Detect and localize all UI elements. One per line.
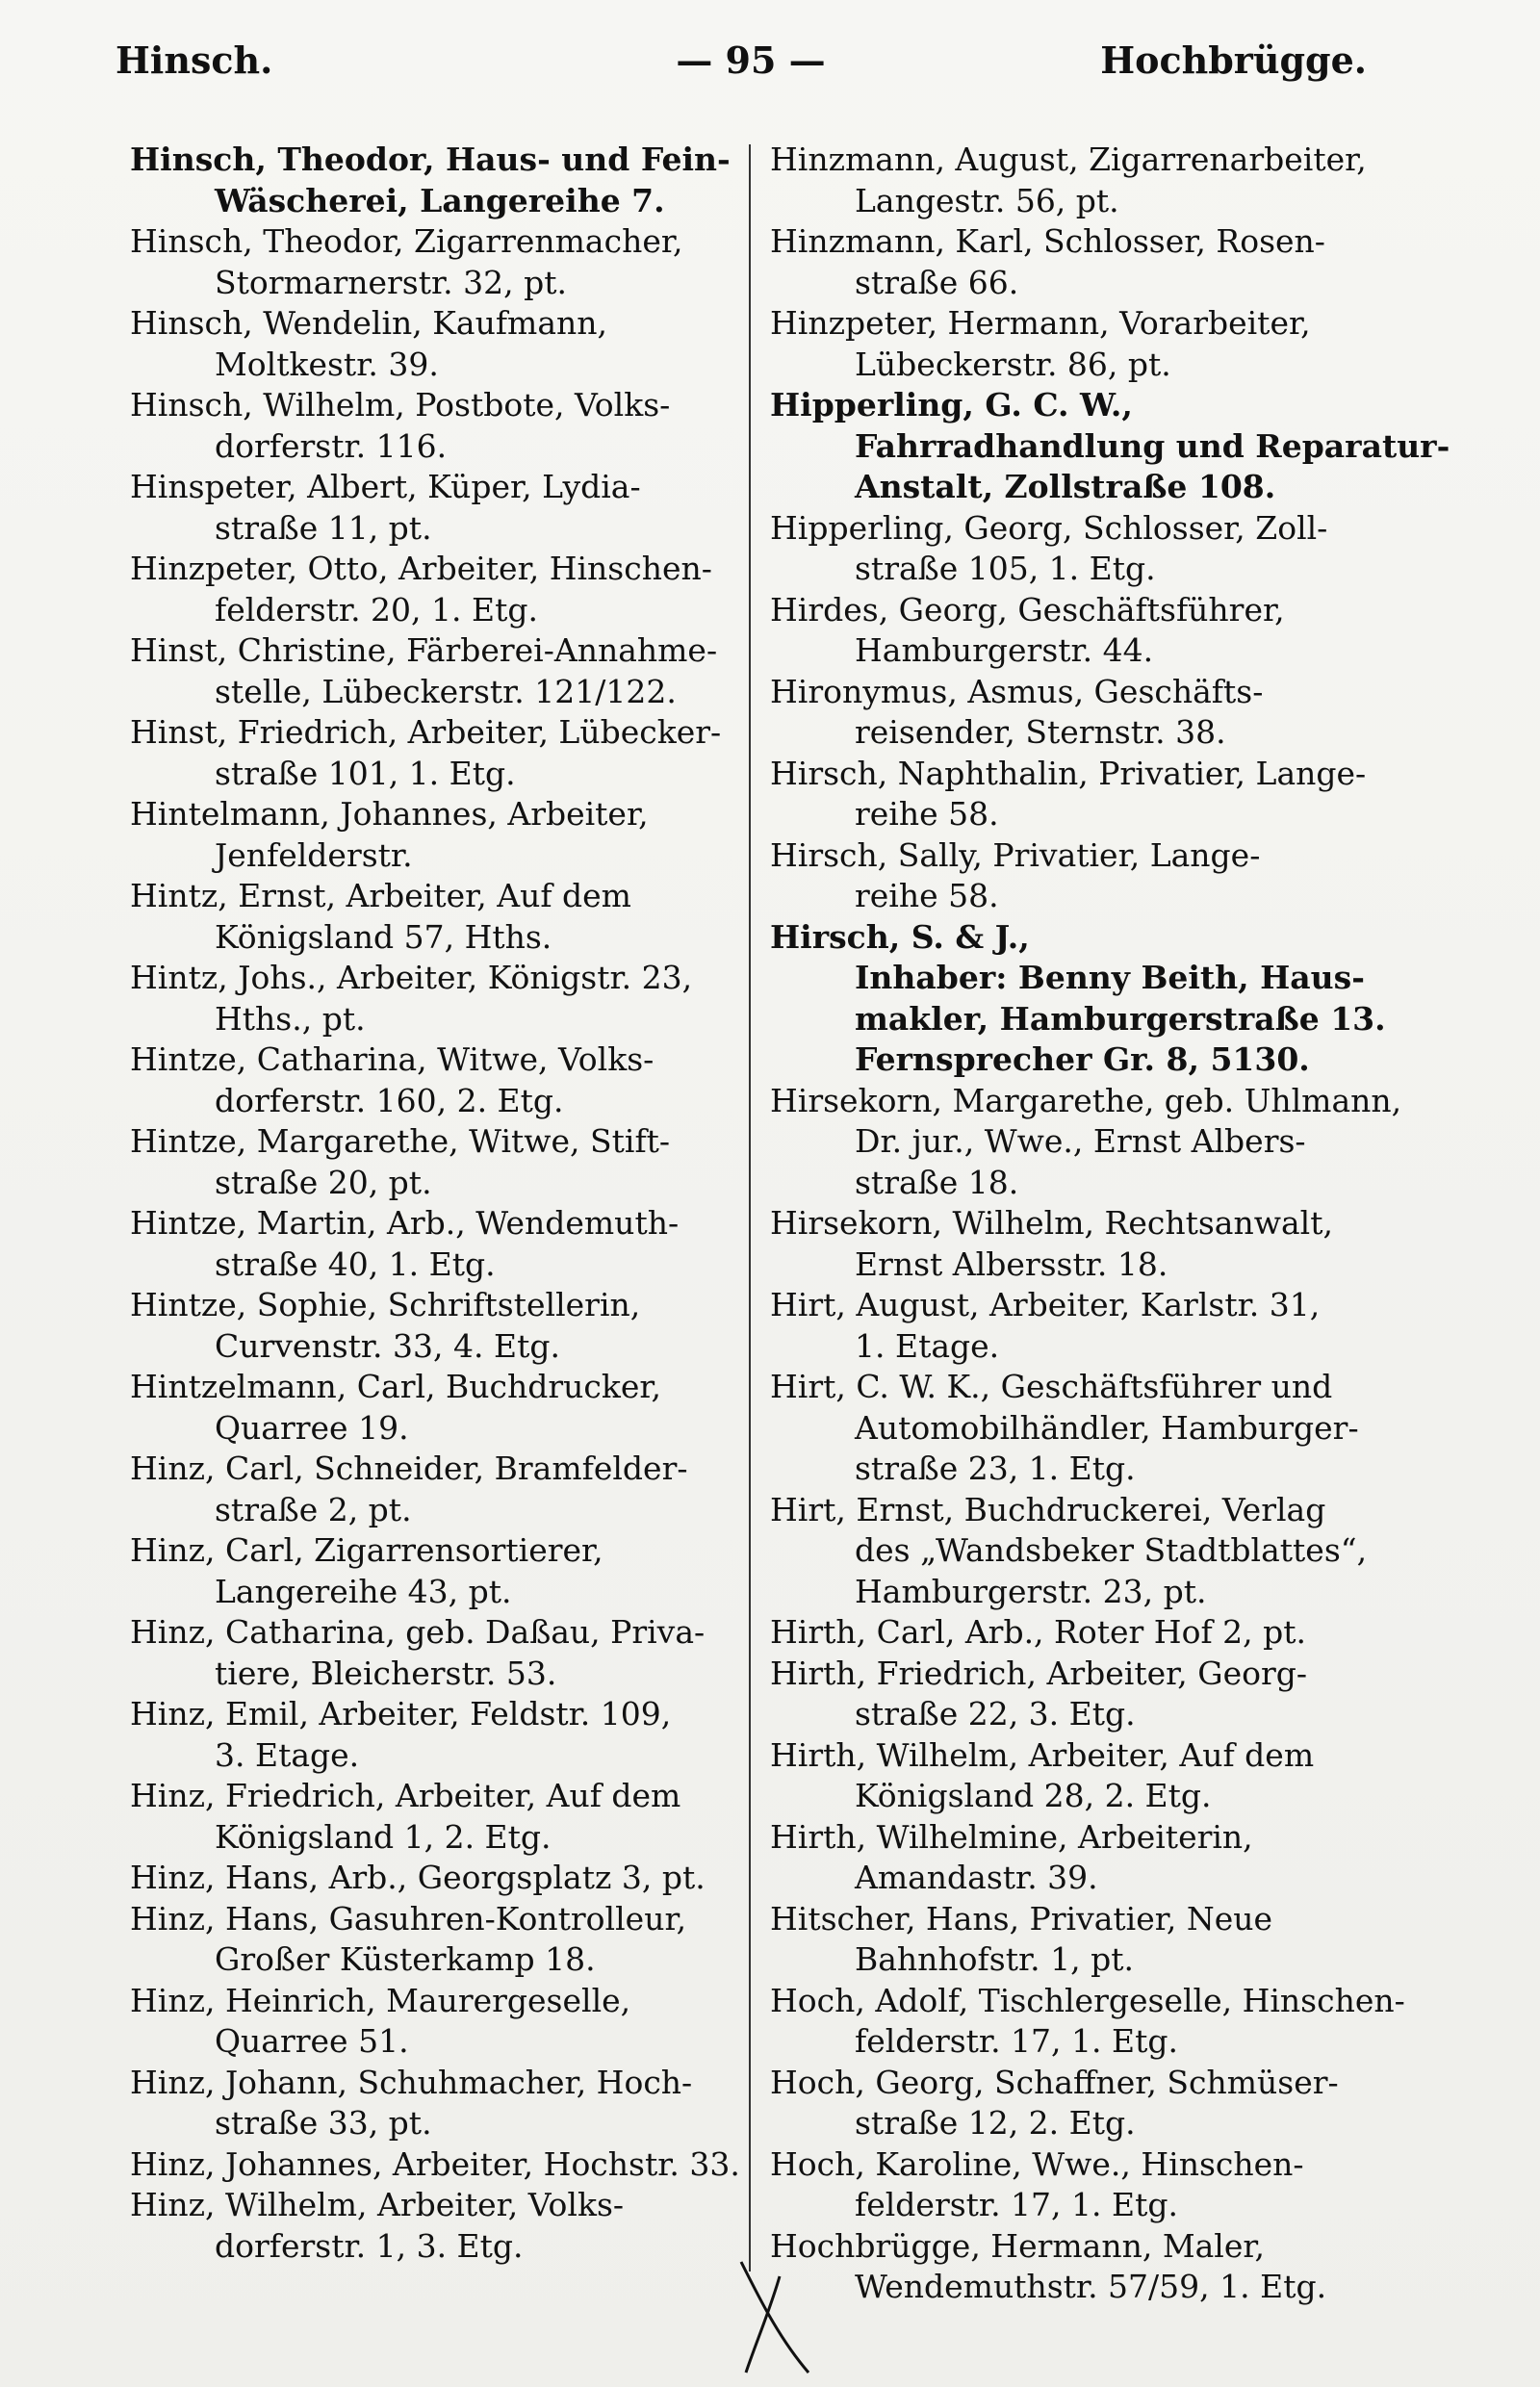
directory-entry — [770, 1654, 1386, 1735]
entry-name-line: Hirt, August, Arbeiter, Karlstr. 31, — [770, 1286, 1321, 1323]
directory-entry — [130, 467, 746, 549]
directory-entry — [130, 1899, 746, 1981]
entry-continuation-line: straße 2, pt. — [215, 1490, 412, 1528]
entry-continuation-line: makler, Hamburgerstraße 13. — [855, 999, 1386, 1038]
page-number: — 95 — — [676, 38, 826, 82]
entry-name-line: Hirdes, Georg, Geschäftsführer, — [770, 590, 1285, 629]
directory-entry — [130, 1530, 746, 1612]
entry-name-line: Hintze, Catharina, Witwe, Volks- — [130, 1040, 654, 1078]
directory-entry — [130, 630, 746, 712]
directory-entry — [130, 1121, 746, 1203]
entry-continuation-line: straße 11, pt. — [215, 508, 432, 547]
entry-name-line: Hironymus, Asmus, Geschäfts- — [770, 672, 1264, 710]
entry-continuation-line: tiere, Bleicherstr. 53. — [215, 1654, 557, 1692]
directory-entry — [770, 2063, 1386, 2144]
directory-entry — [130, 2144, 746, 2186]
directory-entry — [770, 1612, 1386, 1654]
entry-name-line: Hirsekorn, Wilhelm, Rechtsanwalt, — [770, 1204, 1333, 1242]
entry-name-line: Hinsch, Wilhelm, Postbote, Volks- — [130, 386, 671, 424]
entry-name-line: Hirth, Wilhelm, Arbeiter, Auf dem — [770, 1735, 1315, 1774]
directory-entry — [770, 1367, 1386, 1490]
directory-entry — [130, 549, 746, 630]
entry-name-line: Hinz, Carl, Schneider, Bramfelder- — [130, 1450, 688, 1487]
entry-continuation-line: felderstr. 17, 1. Etg. — [855, 2022, 1178, 2060]
directory-entry — [770, 835, 1386, 917]
entry-name-line: Hirt, Ernst, Buchdruckerei, Verlag — [770, 1490, 1326, 1528]
directory-entry — [130, 1981, 746, 2063]
entry-name-line: Hinsch, Theodor, Zigarrenmacher, — [130, 222, 683, 260]
directory-entry — [770, 508, 1386, 590]
left-column — [130, 140, 746, 2267]
directory-entry — [130, 794, 746, 876]
entry-continuation-line: straße 105, 1. Etg. — [855, 550, 1156, 587]
entry-name-line: Hochbrügge, Hermann, Maler, — [770, 2226, 1266, 2265]
directory-entry — [770, 303, 1386, 385]
entry-name-line: Hinzpeter, Otto, Arbeiter, Hinschen- — [130, 550, 712, 587]
entry-continuation-line: reihe 58. — [855, 795, 999, 833]
entry-continuation-line: Großer Küsterkamp 18. — [215, 1940, 596, 1978]
entry-name-line: Hintzelmann, Carl, Buchdrucker, — [130, 1368, 662, 1405]
directory-entry — [770, 2226, 1386, 2308]
entry-continuation-line: Königsland 28, 2. Etg. — [855, 1777, 1212, 1814]
entry-name-line: Hintze, Sophie, Schriftstellerin, — [130, 1286, 641, 1323]
entry-name-line: Hirth, Carl, Arb., Roter Hof 2, pt. — [770, 1613, 1307, 1651]
entry-continuation-line: Hamburgerstr. 23, pt. — [855, 1572, 1207, 1610]
entry-continuation-line: dorferstr. 116. — [215, 426, 448, 465]
directory-entry — [770, 221, 1386, 303]
entry-continuation-line: Fahrradhandlung und Reparatur- — [855, 426, 1450, 465]
entry-continuation-line: straße 33, pt. — [215, 2104, 432, 2142]
entry-continuation-line: reisender, Sternstr. 38. — [855, 713, 1226, 751]
entry-continuation-line: Fernsprecher Gr. 8, 5130. — [855, 1040, 1310, 1078]
entry-name-line: Hintz, Johs., Arbeiter, Königstr. 23, — [130, 959, 693, 996]
directory-entry — [130, 140, 746, 221]
directory-entry — [130, 385, 746, 467]
right-column — [770, 140, 1450, 2308]
entry-name-line: Hinst, Christine, Färberei-Annahme- — [130, 631, 718, 669]
entry-name-line: Hitscher, Hans, Privatier, Neue — [770, 1899, 1273, 1938]
directory-entry — [130, 958, 746, 1040]
entry-name-line: Hirt, C. W. K., Geschäftsführer und — [770, 1368, 1333, 1405]
entry-continuation-line: Anstalt, Zollstraße 108. — [855, 468, 1276, 505]
directory-entry — [770, 1203, 1386, 1285]
entry-name-line: Hinst, Friedrich, Arbeiter, Lübecker- — [130, 713, 722, 751]
entry-continuation-line: stelle, Lübeckerstr. 121/122. — [215, 672, 677, 710]
directory-entry — [130, 1449, 746, 1530]
entry-continuation-line: des „Wandsbeker Stadtblattes“, — [855, 1531, 1368, 1569]
entry-name-line: Hinz, Johann, Schuhmacher, Hoch- — [130, 2063, 693, 2101]
directory-entry — [130, 1694, 746, 1776]
directory-entry — [130, 1203, 746, 1285]
entry-name-line: Hinzmann, August, Zigarrenarbeiter, — [770, 141, 1367, 178]
directory-entry — [130, 876, 746, 958]
entry-name-line: Hinzpeter, Hermann, Vorarbeiter, — [770, 304, 1311, 342]
entry-name-line: Hirsch, S. & J., — [770, 917, 1030, 956]
entry-continuation-line: Curvenstr. 33, 4. Etg. — [215, 1326, 560, 1365]
directory-entry — [130, 2185, 746, 2267]
directory-entry — [770, 1081, 1402, 1204]
entry-continuation-line: Stormarnerstr. 32, pt. — [215, 263, 567, 301]
header-right-keyword: Hochbrügge. — [1100, 38, 1367, 82]
entry-continuation-line: straße 40, 1. Etg. — [215, 1245, 496, 1283]
entry-continuation-line: Bahnhofstr. 1, pt. — [855, 1940, 1134, 1978]
directory-entry — [130, 1285, 746, 1367]
directory-entry — [130, 712, 746, 794]
entry-name-line: Hoch, Karoline, Wwe., Hinschen- — [770, 2144, 1304, 2183]
entry-continuation-line: reihe 58. — [855, 877, 999, 914]
handwritten-cross-mark — [722, 2252, 828, 2377]
column-divider — [749, 144, 751, 2272]
entry-name-line: Hoch, Georg, Schaffner, Schmüser- — [770, 2063, 1339, 2101]
directory-entry — [770, 917, 1386, 1081]
entry-continuation-line: Hamburgerstr. 44. — [855, 631, 1154, 669]
entry-continuation-line: felderstr. 20, 1. Etg. — [215, 590, 538, 629]
entry-continuation-line: dorferstr. 160, 2. Etg. — [215, 1081, 564, 1119]
directory-entry — [130, 1040, 746, 1121]
page-header — [116, 38, 1367, 96]
directory-entry — [770, 385, 1450, 508]
entry-name-line: Hinz, Hans, Gasuhren-Kontrolleur, — [130, 1899, 687, 1938]
directory-entry — [130, 1776, 746, 1858]
directory-entry — [770, 2144, 1386, 2226]
entry-name-line: Hinz, Friedrich, Arbeiter, Auf dem — [130, 1777, 681, 1814]
directory-entry — [770, 1490, 1386, 1613]
entry-continuation-line: Quarree 51. — [215, 2022, 409, 2060]
entry-name-line: Hinz, Johannes, Arbeiter, Hochstr. 33. — [130, 2144, 740, 2183]
entry-continuation-line: straße 18. — [855, 1163, 1019, 1201]
entry-name-line: Hintz, Ernst, Arbeiter, Auf dem — [130, 877, 631, 914]
entry-name-line: Hirsch, Naphthalin, Privatier, Lange- — [770, 754, 1367, 792]
entry-continuation-line: straße 20, pt. — [215, 1163, 432, 1201]
entry-name-line: Hoch, Adolf, Tischlergeselle, Hinschen- — [770, 1981, 1405, 2019]
directory-entry — [770, 1285, 1386, 1367]
entry-continuation-line: Moltkestr. 39. — [215, 345, 439, 383]
entry-continuation-line: Dr. jur., Wwe., Ernst Albers- — [855, 1122, 1306, 1160]
entry-name-line: Hirsch, Sally, Privatier, Lange- — [770, 835, 1261, 874]
entry-continuation-line: dorferstr. 1, 3. Etg. — [215, 2226, 524, 2265]
entry-continuation-line: straße 23, 1. Etg. — [855, 1450, 1136, 1487]
entry-continuation-line: Lübeckerstr. 86, pt. — [855, 345, 1171, 383]
entry-name-line: Hinz, Hans, Arb., Georgsplatz 3, pt. — [130, 1859, 706, 1896]
entry-continuation-line: Inhaber: Benny Beith, Haus- — [855, 959, 1365, 996]
entry-name-line: Hirth, Wilhelmine, Arbeiterin, — [770, 1817, 1253, 1856]
entry-name-line: Hinz, Emil, Arbeiter, Feldstr. 109, — [130, 1695, 672, 1732]
directory-entry — [770, 590, 1386, 672]
entry-continuation-line: Langereihe 43, pt. — [215, 1572, 512, 1610]
entry-continuation-line: 3. Etage. — [215, 1735, 360, 1774]
entry-continuation-line: 1. Etage. — [855, 1326, 1000, 1365]
entry-continuation-line: Hths., pt. — [215, 999, 366, 1038]
directory-entry — [130, 2063, 746, 2144]
directory-entry — [130, 221, 746, 303]
directory-entry — [770, 1735, 1386, 1817]
directory-entry — [770, 1981, 1405, 2063]
entry-name-line: Hirth, Friedrich, Arbeiter, Georg- — [770, 1654, 1308, 1692]
directory-entry — [130, 1612, 746, 1694]
entry-continuation-line: felderstr. 17, 1. Etg. — [855, 2186, 1178, 2223]
entry-continuation-line: Automobilhändler, Hamburger- — [855, 1408, 1359, 1447]
entry-name-line: Hintze, Margarethe, Witwe, Stift- — [130, 1122, 671, 1160]
entry-name-line: Hinz, Wilhelm, Arbeiter, Volks- — [130, 2186, 625, 2223]
entry-name-line: Hipperling, G. C. W., — [770, 386, 1133, 424]
entry-name-line: Hinz, Catharina, geb. Daßau, Priva- — [130, 1613, 706, 1651]
entry-continuation-line: straße 101, 1. Etg. — [215, 754, 516, 792]
entry-name-line: Hipperling, Georg, Schlosser, Zoll- — [770, 508, 1328, 547]
entry-name-line: Hinspeter, Albert, Küper, Lydia- — [130, 468, 641, 505]
header-left-keyword: Hinsch. — [116, 38, 273, 82]
directory-entry — [770, 1817, 1386, 1899]
entry-continuation-line: Königsland 57, Hths. — [215, 917, 552, 956]
entry-name-line: Hintelmann, Johannes, Arbeiter, — [130, 795, 649, 833]
directory-entry — [130, 1367, 746, 1449]
entry-continuation-line: Wäscherei, Langereihe 7. — [215, 181, 665, 219]
entry-continuation-line: Königsland 1, 2. Etg. — [215, 1817, 552, 1856]
entry-continuation-line: Wendemuthstr. 57/59, 1. Etg. — [855, 2268, 1327, 2305]
entry-continuation-line: Langestr. 56, pt. — [855, 181, 1119, 219]
entry-name-line: Hinz, Carl, Zigarrensortierer, — [130, 1531, 603, 1569]
entry-name-line: Hinsch, Theodor, Haus- und Fein- — [130, 141, 731, 178]
entry-continuation-line: straße 66. — [855, 263, 1019, 301]
directory-entry — [770, 140, 1386, 221]
directory-entry — [770, 672, 1386, 754]
entry-name-line: Hirsekorn, Margarethe, geb. Uhlmann, — [770, 1081, 1402, 1119]
entry-name-line: Hinsch, Wendelin, Kaufmann, — [130, 304, 607, 342]
directory-entry — [770, 1899, 1386, 1981]
entry-name-line: Hinz, Heinrich, Maurergeselle, — [130, 1981, 631, 2019]
entry-continuation-line: Jenfelderstr. — [215, 835, 413, 874]
directory-entry — [770, 754, 1386, 835]
entry-name-line: Hintze, Martin, Arb., Wendemuth- — [130, 1204, 680, 1242]
entry-continuation-line: straße 12, 2. Etg. — [855, 2104, 1136, 2142]
entry-continuation-line: straße 22, 3. Etg. — [855, 1695, 1136, 1732]
entry-continuation-line: Quarree 19. — [215, 1408, 409, 1447]
entry-continuation-line: Ernst Albersstr. 18. — [855, 1245, 1168, 1283]
entry-name-line: Hinzmann, Karl, Schlosser, Rosen- — [770, 222, 1325, 260]
directory-entry — [130, 1858, 746, 1899]
directory-entry — [130, 303, 746, 385]
entry-continuation-line: Amandastr. 39. — [855, 1859, 1098, 1896]
